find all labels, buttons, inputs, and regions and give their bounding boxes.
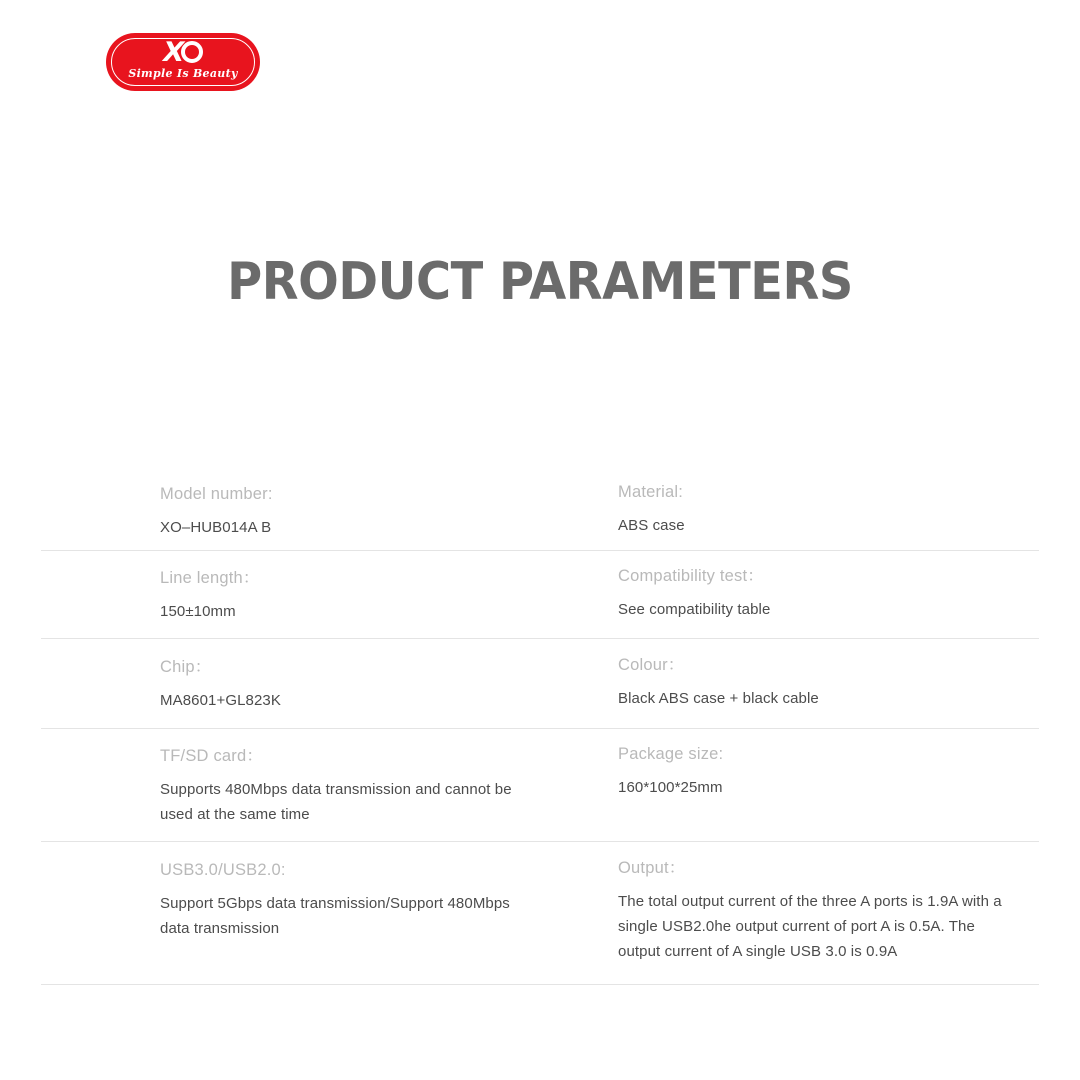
spec-value: 150±10mm — [160, 603, 236, 620]
spec-cell-colour — [540, 639, 1039, 728]
spec-value: The total output current of the three A ports is 1.9A with a single USB2.0he output current of port A is 0.5A. The output current of A single USB 3.0 is 0.9A — [618, 893, 1002, 960]
spec-value: 160*100*25mm — [618, 779, 723, 796]
logo-pill — [106, 33, 260, 91]
spec-cell-tf-sd-card — [41, 729, 540, 841]
spec-cell-usb-versions — [41, 842, 540, 984]
table-row — [41, 639, 1039, 729]
table-row — [41, 729, 1039, 842]
logo-letter-x: X — [159, 36, 184, 68]
spec-label: Line length： — [160, 569, 260, 587]
spec-value: See compatibility table — [618, 601, 771, 618]
spec-cell-compatibility-test — [540, 551, 1039, 638]
spec-value: Black ABS case + black cable — [618, 690, 819, 707]
spec-label: Model number: — [160, 485, 273, 503]
spec-cell-model-number — [41, 470, 540, 550]
spec-label: Colour： — [618, 656, 685, 674]
brand-logo — [106, 33, 260, 91]
spec-label: Compatibility test： — [618, 567, 764, 585]
spec-label: USB3.0/USB2.0: — [160, 861, 286, 879]
spec-label: Chip： — [160, 658, 212, 676]
spec-cell-output — [540, 842, 1039, 984]
spec-value: MA8601+GL823K — [160, 692, 281, 709]
spec-value: ABS case — [618, 517, 685, 534]
table-row — [41, 470, 1039, 551]
spec-cell-line-length — [41, 551, 540, 638]
spec-cell-material — [540, 470, 1039, 550]
table-row — [41, 842, 1039, 985]
logo-tagline: Simple Is Beauty — [128, 67, 238, 80]
spec-value: Supports 480Mbps data transmission and cannot be used at the same time — [160, 781, 512, 823]
spec-value: Support 5Gbps data transmission/Support 480Mbps data transmission — [160, 895, 510, 937]
page-title: PRODUCT PARAMETERS — [227, 252, 853, 312]
spec-label: Output： — [618, 859, 686, 877]
logo-xo-mark — [106, 35, 260, 69]
spec-cell-package-size — [540, 729, 1039, 841]
spec-value: XO–HUB014A B — [160, 519, 272, 536]
spec-label: Material: — [618, 483, 684, 501]
spec-label: Package size: — [618, 745, 724, 763]
spec-cell-chip — [41, 639, 540, 728]
table-row — [41, 551, 1039, 639]
spec-label: TF/SD card： — [160, 747, 264, 765]
product-parameters-table — [41, 470, 1039, 985]
logo-letter-o — [181, 41, 203, 63]
